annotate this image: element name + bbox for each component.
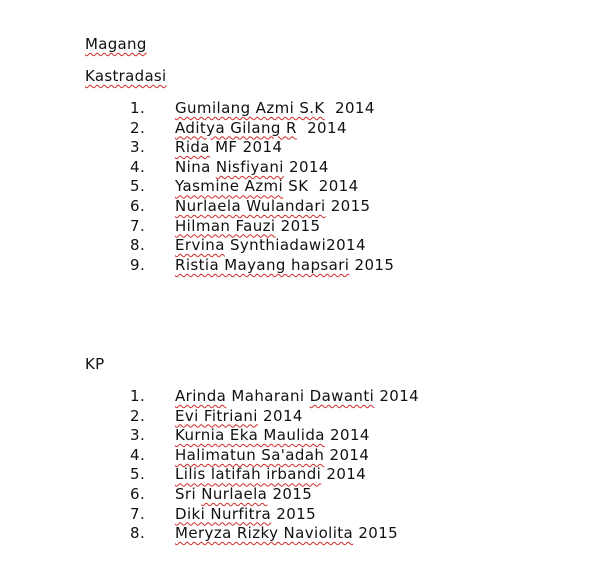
list-item-text [175,256,394,276]
misspelled-word: Dawanti [309,387,375,405]
list-item-number: 9. [130,255,146,274]
text-segment: 2014 [324,99,375,117]
list-item-number: 3. [130,138,146,157]
list-item-text [175,158,329,178]
list-item-text [175,426,370,446]
list-item-text [175,524,398,544]
list-item-text [175,485,312,505]
misspelled-word: Lilis latifah irbandi [175,465,322,484]
list-item-number: 4. [130,445,146,464]
text-segment: 2014 [324,445,370,464]
misspelled-word: Kurnia Eka Maulida [175,426,325,445]
list-item-text [175,236,366,256]
list-item-number: 4. [130,157,146,176]
text-segment: 2014 [321,465,367,484]
heading-magang: Magang [85,35,147,53]
list-item-text [175,446,369,466]
list-item-text [175,99,375,119]
list-item-number: 2. [130,406,146,425]
text-segment: SK 2014 [283,177,359,196]
list-item-number: 6. [130,484,146,503]
misspelled-word: Ervina [175,236,225,255]
list-item-text [175,119,347,139]
text-segment: MF 2014 [209,138,283,157]
text-segment: 2014 [296,118,347,137]
misspelled-word: Ristia Mayang hapsari [175,255,350,274]
list-item-text [175,177,359,197]
text-segment: Maharani [226,387,310,405]
list-item-text [175,217,320,237]
misspelled-word: Yasmine Azmi [175,177,284,196]
list-item-number: 1. [130,99,146,117]
list-item-number: 7. [130,504,146,523]
list-item-text [175,138,282,158]
misspelled-word: Gumilang Azmi S.K [175,99,325,117]
text-segment: 2014 [257,406,303,425]
list-item-number: 3. [130,426,146,445]
text-segment: 2014 [283,157,329,176]
text-segment: 2015 [325,196,371,215]
text-segment: 2015 [349,255,395,274]
misspelled-word: Arinda [175,387,227,405]
misspelled-word: Evi Fitriani [175,406,258,425]
heading-kp: KP [85,355,105,373]
misspelled-word: Diki Nurfitra [175,504,272,523]
text-segment: 2015 [267,484,313,503]
text-segment: 2014 [324,426,370,445]
list-item-text [175,387,419,407]
list-item-number: 5. [130,177,146,196]
text-segment: Synthiadawi2014 [224,236,366,255]
list-item-text [175,465,366,485]
list-item-number: 1. [130,387,146,405]
misspelled-word: Meryza Rizky Naviolita [175,524,354,543]
misspelled-word: Aditya Gilang R [175,118,297,137]
text-segment: Sri [175,484,202,503]
text-segment: 2015 [275,216,321,235]
heading-kastradasi: Kastradasi [85,67,167,85]
list-item-number: 8. [130,524,146,543]
text-segment: Nina [175,157,216,176]
text-segment: 2015 [271,504,317,523]
list-item-text [175,505,316,525]
text-segment: 2015 [353,524,399,543]
list-item-text [175,407,303,427]
list-item-number: 7. [130,216,146,235]
misspelled-word: Nurlaela [201,484,268,503]
misspelled-word: Nurlaela Wulandari [175,196,326,215]
list-item-text [175,197,370,217]
misspelled-word: Hilman Fauzi [175,216,276,235]
misspelled-word: Halimatun Sa'adah [175,445,325,464]
misspelled-word: Nisfiyani [215,157,284,176]
list-item-number: 5. [130,465,146,484]
list-item-number: 8. [130,236,146,255]
list-item-number: 2. [130,118,146,137]
misspelled-word: Rida [175,138,210,157]
text-segment: 2014 [374,387,420,405]
list-item-number: 6. [130,196,146,215]
